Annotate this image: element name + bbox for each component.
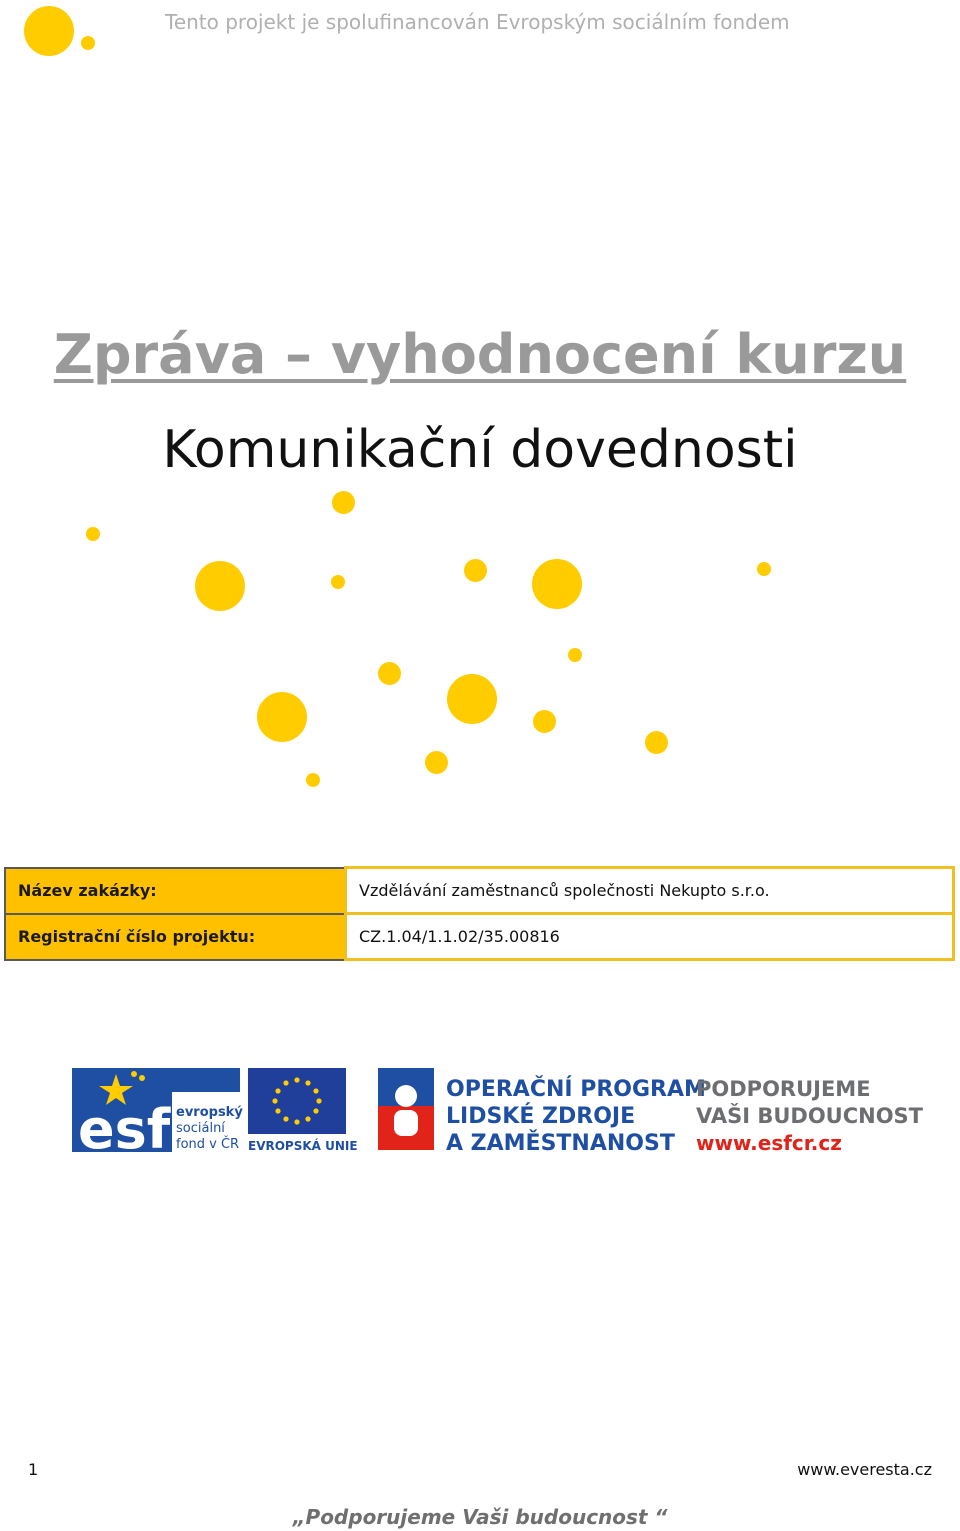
svg-text:sociální: sociální [176, 1121, 225, 1136]
decor-dot [533, 710, 556, 733]
cofinancing-header: Tento projekt je spolufinancován Evropským sociálním fondem [165, 10, 790, 34]
page-title: Zpráva – vyhodnocení kurzu [53, 323, 907, 386]
decor-dot [378, 662, 401, 685]
table-row [5, 868, 954, 914]
eu-flag-logo [248, 1068, 358, 1153]
decor-dot [645, 731, 668, 754]
corner-logo-dot-small [81, 36, 95, 50]
decor-dot [532, 559, 582, 609]
table-row [5, 914, 954, 960]
registration-number-label: Registrační číslo projektu: [5, 914, 346, 960]
registration-number-value: CZ.1.04/1.1.02/35.00816 [346, 914, 954, 960]
svg-text:evropský: evropský [176, 1105, 243, 1120]
decor-dot [425, 751, 448, 774]
decor-dot [464, 559, 487, 582]
corner-logo-dot-large [24, 6, 74, 56]
decor-dot [195, 561, 245, 611]
decor-dot [257, 692, 307, 742]
svg-text:PODPORUJEME: PODPORUJEME [696, 1077, 871, 1101]
footer-website: www.everesta.cz [797, 1460, 932, 1479]
op-lzz-logo [378, 1068, 706, 1156]
decor-dot [568, 648, 582, 662]
svg-text:esf: esf [78, 1098, 171, 1161]
funding-logos-graphic [72, 1066, 924, 1161]
svg-text:EVROPSKÁ UNIE: EVROPSKÁ UNIE [248, 1139, 358, 1153]
page-number: 1 [28, 1460, 39, 1479]
decor-dot [331, 575, 345, 589]
svg-text:fond v ČR: fond v ČR [176, 1137, 240, 1152]
esf-logo [72, 1068, 243, 1161]
contract-name-value: Vzdělávání zaměstnanců společnosti Nekupto s.r.o. [346, 868, 954, 914]
decor-dot [757, 562, 771, 576]
funding-logos [72, 1066, 924, 1161]
decor-dot [332, 491, 355, 514]
decor-dot [447, 674, 497, 724]
contract-name-label: Název zakázky: [5, 868, 346, 914]
project-info-table [4, 866, 955, 961]
footer-slogan: „Podporujeme Vaši budoucnost “ [292, 1505, 668, 1529]
svg-text:www.esfcr.cz: www.esfcr.cz [696, 1131, 842, 1155]
decor-dot [86, 527, 100, 541]
page-subtitle: Komunikační dovednosti [162, 420, 798, 480]
decor-dot [306, 773, 320, 787]
svg-text:VAŠI BUDOUCNOST: VAŠI BUDOUCNOST [696, 1104, 924, 1128]
svg-text:LIDSKÉ ZDROJE: LIDSKÉ ZDROJE [446, 1104, 636, 1129]
svg-text:OPERAČNÍ PROGRAM: OPERAČNÍ PROGRAM [446, 1077, 706, 1102]
svg-text:A ZAMĚSTNANOST: A ZAMĚSTNANOST [446, 1131, 675, 1156]
support-slogan-logo [696, 1077, 924, 1155]
